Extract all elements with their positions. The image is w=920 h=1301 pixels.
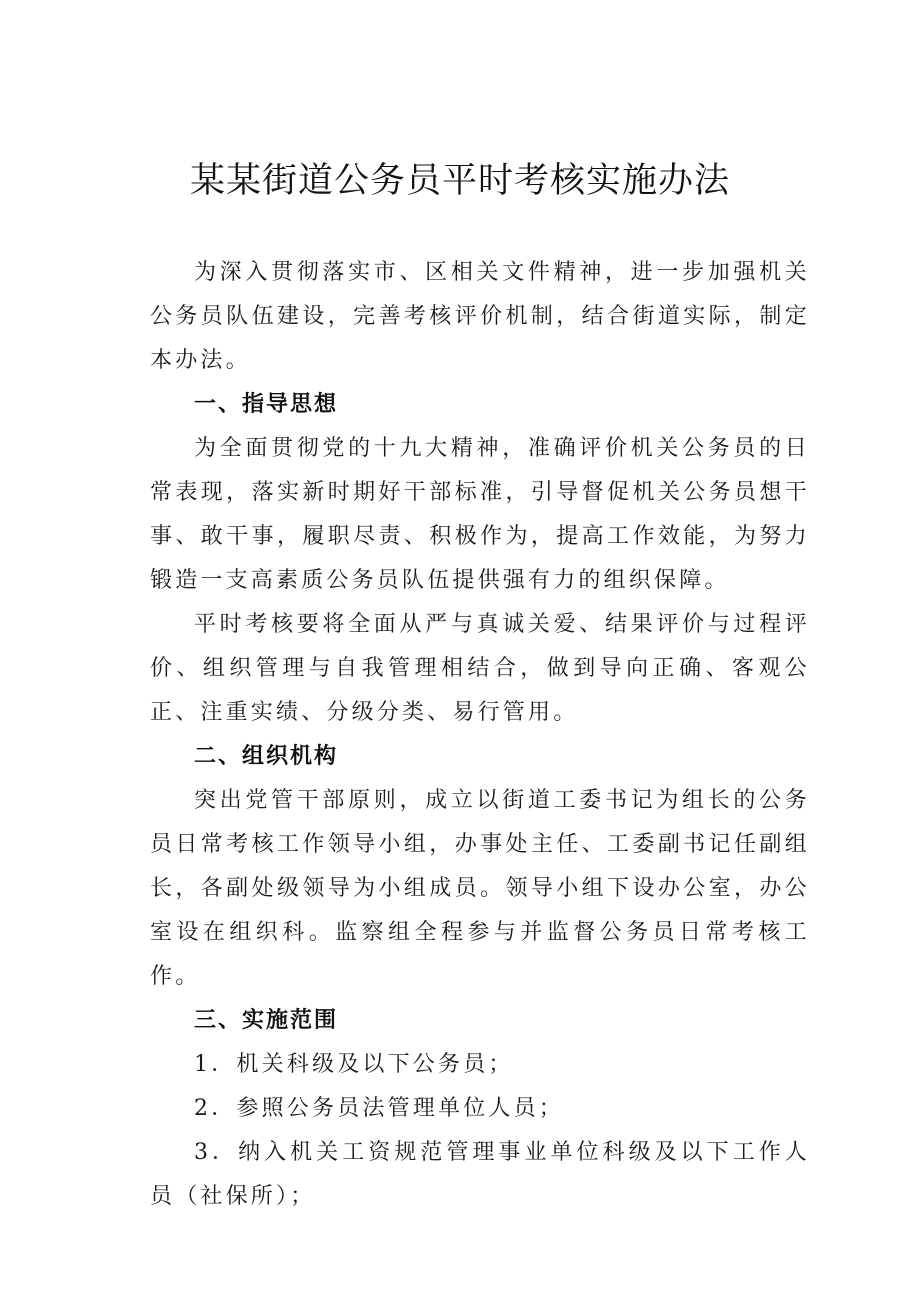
section-heading-scope: 三、实施范围 xyxy=(194,1008,339,1033)
guiding-ideology-paragraph-2: 平时考核要将全面从严与真诚关爱、结果评价与过程评价、组织管理与自我管理相结合，做到导向正确、客观公正、注重实绩、分级分类、易行管用。 xyxy=(150,612,810,725)
scope-item: 2．参照公务员法管理单位人员； xyxy=(194,1096,564,1121)
document-body xyxy=(150,251,810,1219)
section-heading-organization: 二、组织机构 xyxy=(194,744,339,769)
intro-paragraph: 为深入贯彻落实市、区相关文件精神，进一步加强机关公务员队伍建设，完善考核评价机制，结合街道实际，制定本办法。 xyxy=(150,260,810,373)
guiding-ideology-paragraph-1: 为全面贯彻党的十九大精神，准确评价机关公务员的日常表现，落实新时期好干部标准，引导督促机关公务员想干事、敢干事，履职尽责、积极作为，提高工作效能，为努力锻造一支高素质公务员队伍提供强有力的组织保障。 xyxy=(150,436,810,593)
section-heading-guiding-ideology: 一、指导思想 xyxy=(194,392,339,417)
scope-item: 3．纳入机关工资规范管理事业单位科级及以下工作人员（社保所）； xyxy=(150,1140,810,1209)
scope-item: 1．机关科级及以下公务员； xyxy=(194,1052,514,1077)
organization-paragraph: 突出党管干部原则，成立以街道工委书记为组长的公务员日常考核工作领导小组，办事处主任、工委副书记任副组长，各副处级领导为小组成员。领导小组下设办公室，办公室设在组织科。监察组全程参与并监督公务员日常考核工作。 xyxy=(150,788,810,989)
document-title: 某某街道公务员平时考核实施办法 xyxy=(189,161,730,201)
